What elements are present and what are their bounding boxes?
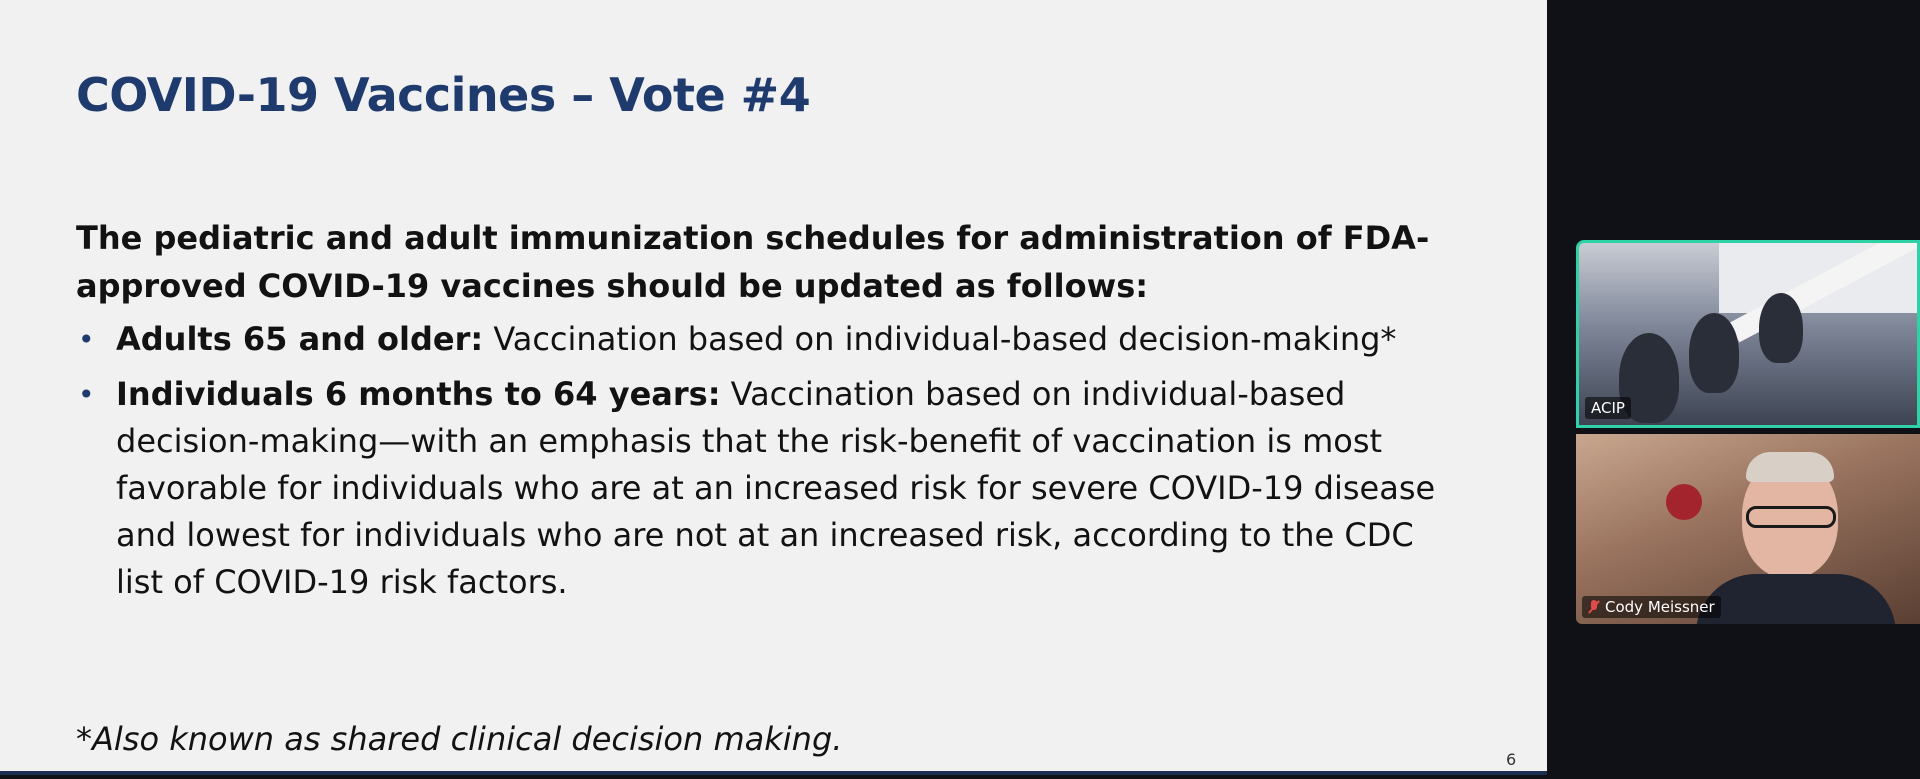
slide-body [76, 214, 1436, 614]
participant-name-label [1585, 397, 1631, 419]
slide-footer-bar [0, 771, 1547, 775]
participant-name-label [1582, 596, 1721, 618]
slide-title: COVID-19 Vaccines – Vote #4 [76, 68, 811, 122]
slide-footnote: *Also known as shared clinical decision making. [76, 720, 843, 758]
background-flower [1666, 484, 1702, 520]
participant-hair [1746, 452, 1834, 482]
slide-page-number: 6 [1506, 750, 1517, 769]
mic-off-icon [1588, 600, 1600, 614]
participant-tile-acip[interactable] [1576, 240, 1920, 428]
bullet-text: Vaccination based on individual-based decision-making—with an emphasis that the risk-benefit of vaccination is most favorable for individuals who are at an increased risk for severe COVID-19 disease and lowest for individuals who are not at an increased risk, according to the CDC list of COVID-19 risk factors. [116, 375, 1436, 601]
bullet-text: Vaccination based on individual-based decision-making* [483, 320, 1397, 358]
participant-name: ACIP [1591, 399, 1625, 417]
bullet-item [76, 371, 1436, 606]
bullet-list [76, 316, 1436, 606]
room-person [1759, 293, 1803, 363]
participant-glasses [1746, 506, 1836, 528]
bullet-heading: Adults 65 and older: [116, 320, 484, 358]
bullet-glyph: • [78, 378, 95, 411]
participant-suit [1696, 574, 1896, 624]
bullet-glyph: • [78, 323, 95, 356]
participant-tile-cody-meissner[interactable] [1576, 434, 1920, 624]
participant-name: Cody Meissner [1605, 598, 1715, 616]
bullet-item [76, 316, 1436, 363]
slide-lead-text: The pediatric and adult immunization schedules for administration of FDA-approved COVID-19 vaccines should be updated as follows: [76, 219, 1430, 305]
bullet-heading: Individuals 6 months to 64 years: [116, 375, 721, 413]
room-person [1689, 313, 1739, 393]
